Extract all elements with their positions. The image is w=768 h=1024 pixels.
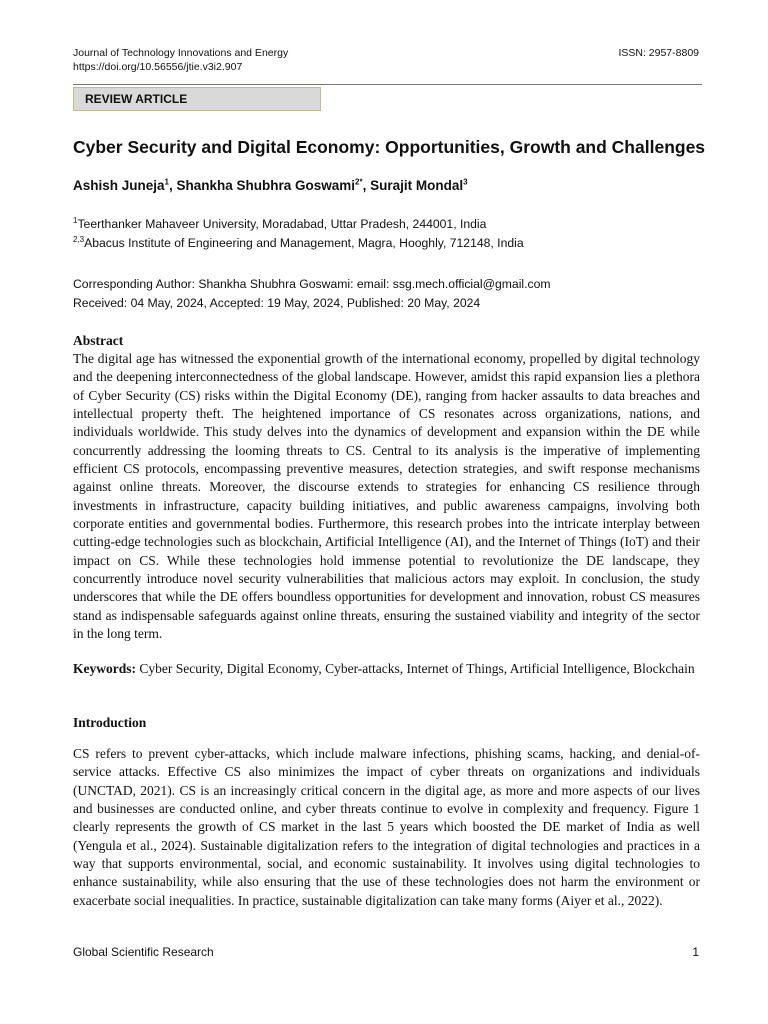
author-name: Surajit Mondal <box>370 178 464 193</box>
article-type-badge: REVIEW ARTICLE <box>73 87 321 111</box>
keywords-paragraph <box>73 660 700 678</box>
affiliation-marker: 2,3 <box>73 234 85 244</box>
author-name: Ashish Juneja <box>73 178 165 193</box>
author-separator: , <box>362 178 371 193</box>
doi-link[interactable]: https://doi.org/10.56556/jtie.v3i2.907 <box>73 61 243 73</box>
journal-name: Journal of Technology Innovations and Energy <box>73 47 289 59</box>
affiliation-marker: 1 <box>73 215 78 225</box>
affiliation-1 <box>73 215 703 233</box>
abstract-text: The digital age has witnessed the exponential growth of the international economy, propelled by digital technology and the deepening interconnectedness of the global landscape. However, amidst this rapid expansion lies a plethora of Cyber Security (CS) risks within the Digital Economy (DE), ranging from hacker assaults to data breaches and intellectual property theft. The heightened importance of CS resonates across organizations, nations, and individuals worldwide. This study delves into the dynamics of development and expansion within the DE while concurrently addressing the looming threats to CS. Central to its analysis is the imperative of implementing efficient CS protocols, encompassing preventive measures, detection strategies, and swift response mechanisms against online threats. Moreover, the discourse extends to strategies for enhancing CS resilience through investments in infrastructure, capacity building initiatives, and public awareness campaigns, involving both corporate entities and governmental bodies. Furthermore, this research probes into the intricate interplay between cutting-edge technologies such as blockchain, Artificial Intelligence (AI), and the Internet of Things (IoT) and their impact on CS. While these technologies hold immense potential to revolutionize the DE landscape, they concurrently introduce novel security vulnerabilities that malicious actors may exploit. In conclusion, the study underscores that while the DE offers boundless opportunities for development and innovation, robust CS measures stand as indispensable safeguards against online threats, ensuring the sustained viability and integrity of the sector in the long term. <box>73 351 700 642</box>
page-number: 1 <box>692 945 699 959</box>
author-separator: , <box>168 178 177 193</box>
keywords-text: Cyber Security, Digital Economy, Cyber-attacks, Internet of Things, Artificial Intelligence, Blockchain <box>139 661 695 676</box>
affiliation-text: Teerthanker Mahaveer University, Moradabad, Uttar Pradesh, 244001, India <box>77 217 487 231</box>
author-affiliation-marker: 1 <box>164 177 169 187</box>
publication-dates: Received: 04 May, 2024, Accepted: 19 May, 2024, Published: 20 May, 2024 <box>73 296 481 310</box>
author-list <box>73 176 703 196</box>
footer-publisher: Global Scientific Research <box>73 945 214 959</box>
abstract-heading: Abstract <box>73 333 124 348</box>
article-title: Cyber Security and Digital Economy: Opportunities, Growth and Challenges <box>73 137 706 157</box>
author-affiliation-marker: 2* <box>355 177 363 187</box>
corresponding-author: Corresponding Author: Shankha Shubhra Goswami: email: ssg.mech.official@gmail.com <box>73 277 551 291</box>
issn-number: ISSN: 2957-8809 <box>618 47 699 59</box>
author-affiliation-marker: 3 <box>463 177 468 187</box>
affiliation-text: Abacus Institute of Engineering and Management, Magra, Hooghly, 712148, India <box>84 236 524 250</box>
introduction-heading: Introduction <box>73 715 147 730</box>
affiliation-2 <box>73 234 703 252</box>
keywords-label: Keywords: <box>73 661 136 676</box>
author-name: Shankha Shubhra Goswami <box>176 178 356 193</box>
header-divider <box>73 84 702 85</box>
introduction-text: CS refers to prevent cyber-attacks, which include malware infections, phishing scams, hacking, and denial-of-service attacks. Effective CS also minimizes the impact of cyber threats on organizations and individuals (UNCTAD, 2021). CS is an increasingly critical concern in the digital age, as more and more aspects of our lives and businesses are conducted online, and cyber threats continue to evolve in complexity and frequency. Figure 1 clearly represents the growth of CS market in the last 5 years which boosted the DE market of India as well (Yengula et al., 2024). Sustainable digitalization refers to the integration of digital technologies and practices in a way that supports environmental, social, and economic sustainability. It involves using digital technologies to enhance sustainability, while also ensuring that the use of these technologies does not harm the environment or exacerbate social inequalities. In practice, sustainable digitalization can take many forms (Aiyer et al., 2022). <box>73 746 700 908</box>
